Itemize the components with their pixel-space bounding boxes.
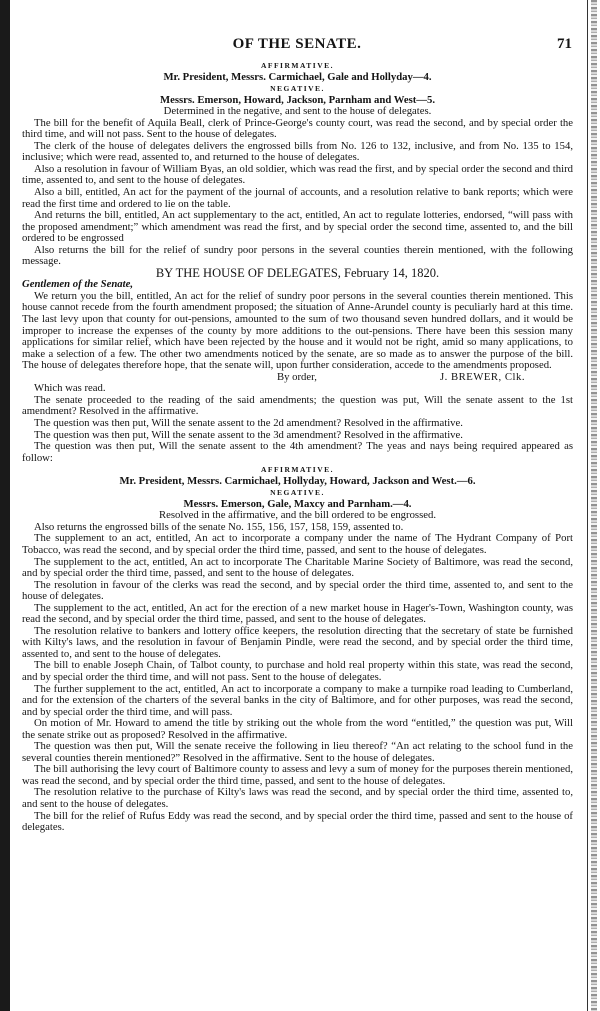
paragraph: Also a bill, entitled, An act for the payment of the journal of accounts, and a resolution relative to bank reports; which were read the first time and ordered to lie on the table. <box>22 186 573 210</box>
centered-line: Messrs. Emerson, Gale, Maxcy and Parnham.—4. <box>183 497 412 510</box>
running-title: OF THE SENATE. <box>232 36 362 52</box>
paragraph: The supplement to the act, entitled, An act for the erection of a new market house in Hager's-Town, Washington county, was read the second, and by special order the third time, passed, and sent to the house of delegates. <box>22 601 573 626</box>
paragraph: On motion of Mr. Howard to amend the title by striking out the whole from the word “entitled,” the question was put, Will the senate strike out as proposed? Resolved in the affirmative. <box>22 717 573 741</box>
centered-line: Messrs. Emerson, Howard, Jackson, Parnham and West—5. <box>159 93 435 106</box>
paragraph: The bill for the benefit of Aquila Beall, clerk of Prince-George's county court, was read the second, and by special order the third time, and will not pass. Sent to the house of delegates. <box>22 116 573 141</box>
paragraph: The resolution relative to the purchase of Kilty's laws was read the second, and by special order the third time, assented to, and sent to the house of delegates. <box>22 786 573 810</box>
paragraph: The further supplement to the act, entitled, An act to incorporate a company to make a turnpike road leading to Cumberland, and for the extension of the charters of the several banks in the city of Baltimore, and for other purposes, was read the second, and by special order the third time, and will pass. <box>22 682 573 718</box>
scan-binding-strip <box>591 0 597 1011</box>
salutation: Gentlemen of the Senate, <box>22 278 134 291</box>
paragraph: The question was then put, Will the senate assent to the 2d amendment? Resolved in the affirmative. <box>34 416 463 429</box>
signature-line <box>22 372 573 384</box>
centered-line: Determined in the negative, and sent to the house of delegates. <box>163 105 432 118</box>
paragraph: The bill to enable Joseph Chain, of Talbot county, to purchase and hold real property within this state, was read the second, and by special order the third time, and will not pass. Sent to the house of delegates. <box>22 659 573 683</box>
paragraph: Also a resolution in favour of William Byas, an old soldier, which was read the first, and by special order the second and third time, assented to, and sent to the house of delegates. <box>22 162 573 187</box>
plain-line: Which was read. <box>34 382 106 395</box>
paragraph: The resolution relative to bankers and lottery office keepers, the resolution directing that the secretary of state be furnished with Kilty's laws, and the resolution in favour of Benjamin Pindle, were read the second, and by special order the third time, assented to, and sent to the house of delegates. <box>22 624 573 660</box>
paragraph: The supplement to an act, entitled, An act to incorporate a company under the name of The Hydrant Company of Port Tobacco, was read the second, and by special order the third time, passed, and sent to the house of delegates. <box>22 532 573 556</box>
paragraph: Also returns the engrossed bills of the senate No. 155, 156, 157, 158, 159, assented to. <box>34 520 404 533</box>
page-header <box>22 36 572 56</box>
paragraph: Also returns the bill for the relief of sundry poor persons in the several counties therein mentioned, with the following message. <box>22 243 573 268</box>
paragraph: The supplement to the act, entitled, An act to incorporate The Charitable Marine Society of Baltimore, was read the second, and by special order the third time, passed, and sent to the house of delegates. <box>22 555 573 580</box>
paragraph: The senate proceeded to the reading of the said amendments; the question was put, Will the senate assent to the 1st amendment? Resolved in the affirmative. <box>22 393 573 418</box>
vote-heading: NEGATIVE. <box>270 488 325 498</box>
centered-line: Mr. President, Messrs. Carmichael, Hollyday, Howard, Jackson and West.—6. <box>119 474 476 487</box>
paragraph: The question was then put, Will the senate assent to the 4th amendment? The yeas and nays being required appeared as follow: <box>22 440 573 464</box>
page-number: 71 <box>557 36 572 52</box>
journal-body <box>22 60 573 834</box>
paragraph: And returns the bill, entitled, An act supplementary to the act, entitled, An act to regulate lotteries, endorsed, “will pass with the proposed amendment;” which amendment was read the first, and by special order the second time, assented to, and the bill ordered to be engrossed <box>22 209 573 245</box>
by-order-text: By order, <box>277 370 317 383</box>
vote-heading: NEGATIVE. <box>270 84 325 94</box>
centered-line: Resolved in the affirmative, and the bill ordered to be engrossed. <box>158 509 436 522</box>
paragraph: The bill authorising the levy court of Baltimore county to assess and levy a sum of money for the purposes therein mentioned, was read the second, and by special order the third time, passed, and sent to the house of delegates. <box>22 763 574 787</box>
paragraph: The question was then put, Will the senate assent to the 3d amendment? Resolved in the affirmative. <box>34 428 463 441</box>
scan-left-edge <box>0 0 10 1011</box>
paragraph: The resolution in favour of the clerks was read the second, and by special order the third time, assented to, and sent to the house of delegates. <box>22 578 573 603</box>
paragraph: We return you the bill, entitled, An act for the relief of sundry poor persons in the several counties therein mentioned. This house cannot recede from the fourth amendment proposed; the situation of Anne-Arundel county is peculiarly hard at this time. The last levy upon that county for out-pensions, amounted to the sum of two thousand seven hundred dollars, and it would be improper to increase the expenses of the county by more additions to the out-pensions. There have been this session many applications for similar relief, which have been rejected by the house and it would not be right, amid so many applications, to make a selection of a few. The other two amendments noticed by the senate, are so made as to answer the purpose of the bill. The house of delegates therefore hope, that the senate will, upon further consideration, accede to the amendments proposed. <box>22 289 573 372</box>
paragraph: The bill for the relief of Rufus Eddy was read the second, and by special order the third time, passed and sent to the house of delegates. <box>22 809 573 834</box>
centered-line: Mr. President, Messrs. Carmichael, Gale and Hollyday—4. <box>163 70 432 83</box>
message-heading: BY THE HOUSE OF DELEGATES, February 14, 1820. <box>155 265 440 280</box>
clerk-signature: J. BREWER, Clk. <box>440 370 525 383</box>
paragraph: The question was then put, Will the senate receive the following in lieu thereof? “An act relating to the school fund in the several counties therein mentioned?” Resolved in the affirmative. Sent to the house of delegates. <box>22 740 573 764</box>
paragraph: The clerk of the house of delegates delivers the engrossed bills from No. 126 to 132, inclusive, and from No. 135 to 154, inclusive; which were read, assented to, and returned to the house of delegates. <box>22 139 573 164</box>
vote-heading: AFFIRMATIVE. <box>260 465 335 475</box>
page-border-rule <box>587 0 588 1011</box>
vote-heading: AFFIRMATIVE. <box>260 61 335 70</box>
